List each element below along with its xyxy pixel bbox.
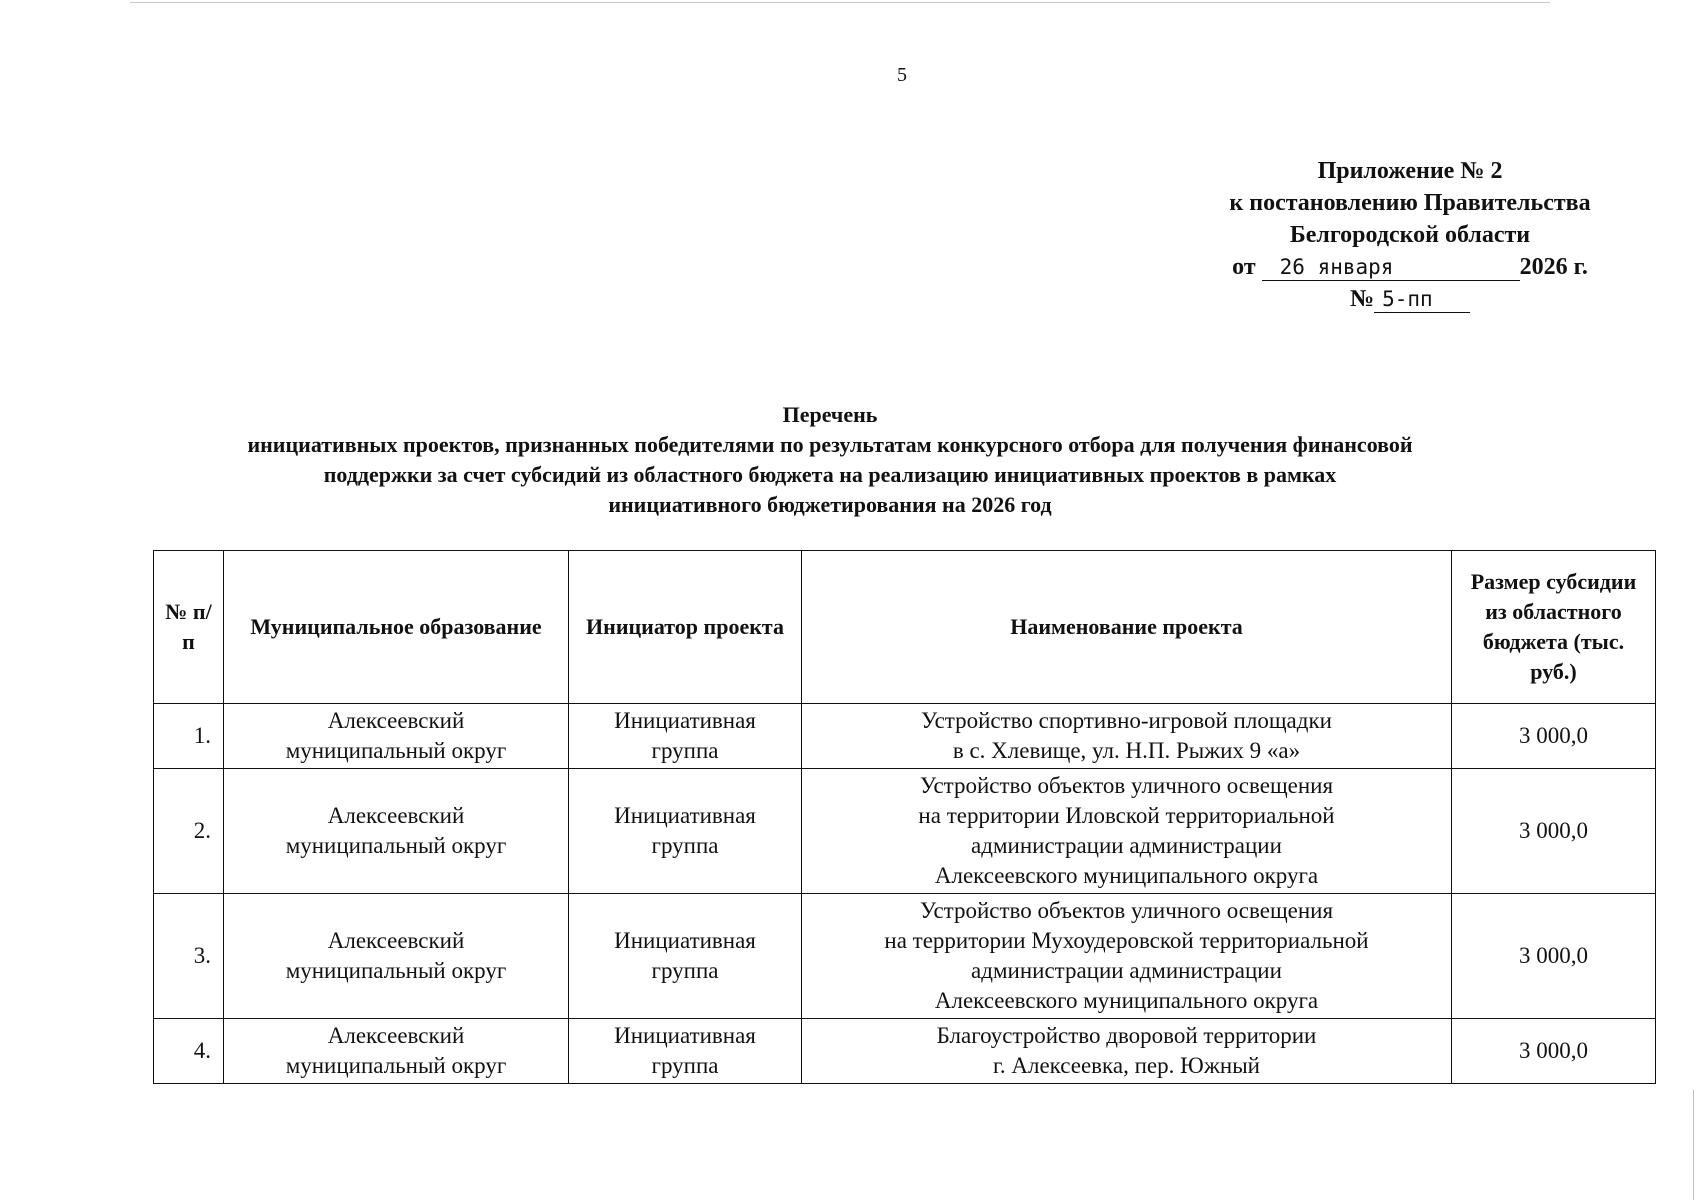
cell-subsidy: 3 000,0 <box>1452 894 1656 1019</box>
cell-initiator: Инициативная группа <box>569 704 802 769</box>
cell-municipality: Алексеевский муниципальный округ <box>224 894 569 1019</box>
cell-num: 2. <box>154 769 224 894</box>
table-header-row <box>154 551 1656 704</box>
page-number: 5 <box>897 64 907 86</box>
header-project: Наименование проекта <box>802 551 1452 704</box>
cell-num: 4. <box>154 1019 224 1084</box>
appendix-region: Белгородской области <box>1289 222 1531 248</box>
cell-initiator: Инициативная группа <box>569 1019 802 1084</box>
table-row <box>154 769 1656 894</box>
header-initiator: Инициатор проекта <box>569 551 802 704</box>
appendix-block <box>1150 155 1670 315</box>
cell-municipality: Алексеевский муниципальный округ <box>224 1019 569 1084</box>
header-num: № п/п <box>154 551 224 704</box>
scan-edge-line <box>130 2 1550 3</box>
date-value: 26 января <box>1262 254 1520 281</box>
cell-project: Благоустройство дворовой территории г. Алексеевка, пер. Южный <box>802 1019 1452 1084</box>
number-prefix: № <box>1349 286 1375 312</box>
cell-num: 3. <box>154 894 224 1019</box>
appendix-title: Приложение № 2 <box>1317 158 1503 184</box>
header-municipality: Муниципальное образование <box>224 551 569 704</box>
header-subsidy: Размер субсидии из областного бюджета (тыс. руб.) <box>1452 551 1656 704</box>
cell-initiator: Инициативная группа <box>569 769 802 894</box>
table-row <box>154 1019 1656 1084</box>
appendix-number-line <box>1150 283 1670 315</box>
title-line-2: поддержки за счет субсидий из областного бюджета на реализацию инициативных проектов в рамках <box>323 462 1337 487</box>
date-prefix: от <box>1232 254 1256 280</box>
scan-edge-mark <box>1693 1090 1694 1200</box>
cell-municipality: Алексеевский муниципальный округ <box>224 769 569 894</box>
cell-project: Устройство объектов уличного освещения на территории Иловской территориальной администрации администрации Алексеевского муниципального округа <box>802 769 1452 894</box>
appendix-date-line <box>1150 251 1670 283</box>
table-row <box>154 704 1656 769</box>
cell-subsidy: 3 000,0 <box>1452 704 1656 769</box>
cell-initiator: Инициативная группа <box>569 894 802 1019</box>
document-title <box>200 400 1460 520</box>
date-suffix: 2026 г. <box>1519 254 1588 280</box>
table-row <box>154 894 1656 1019</box>
title-line-1: инициативных проектов, признанных победителями по результатам конкурсного отбора для получения финансовой <box>247 432 1413 457</box>
cell-municipality: Алексеевский муниципальный округ <box>224 704 569 769</box>
cell-subsidy: 3 000,0 <box>1452 1019 1656 1084</box>
number-value: 5-пп <box>1374 286 1470 313</box>
cell-subsidy: 3 000,0 <box>1452 769 1656 894</box>
title-heading: Перечень <box>782 402 878 427</box>
cell-project: Устройство объектов уличного освещения на территории Мухоудеровской территориальной администрации администрации Алексеевского муниципального округа <box>802 894 1452 1019</box>
cell-num: 1. <box>154 704 224 769</box>
projects-table <box>153 550 1656 1084</box>
appendix-subtitle: к постановлению Правительства <box>1229 190 1591 216</box>
title-line-3: инициативного бюджетирования на 2026 год <box>608 492 1052 517</box>
cell-project: Устройство спортивно-игровой площадки в с. Хлевище, ул. Н.П. Рыжих 9 «а» <box>802 704 1452 769</box>
